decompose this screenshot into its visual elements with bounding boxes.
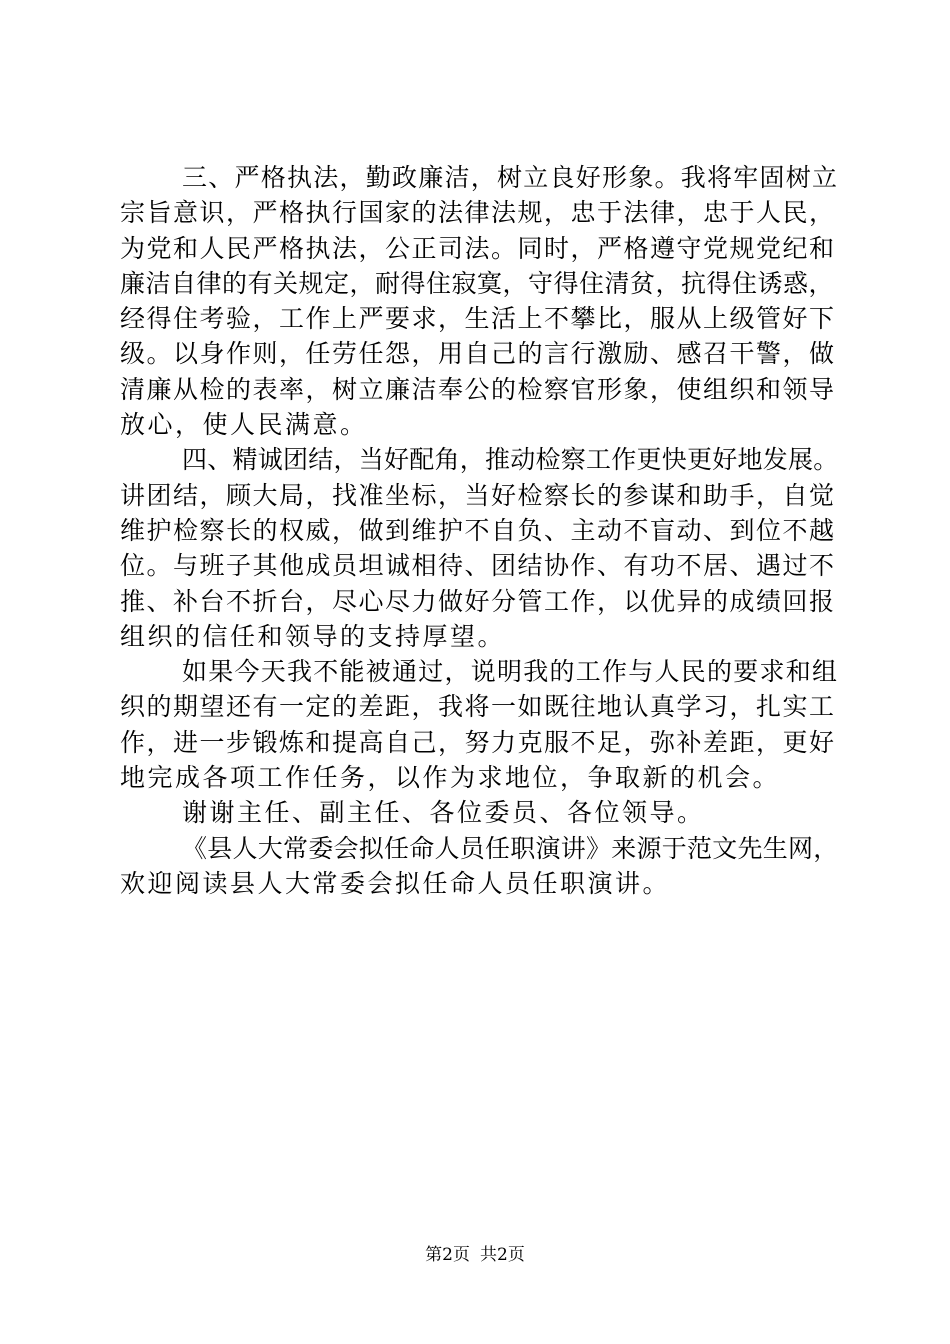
page-number: 第2页 [425, 1245, 470, 1265]
text-line: 推、补台不折台，尽心尽力做好分管工作，以优异的成绩回报 [120, 586, 836, 616]
page-footer [0, 1244, 950, 1266]
text-line: 位。与班子其他成员坦诚相待、团结协作、有功不居、遇过不 [120, 551, 836, 581]
text-line: 作，进一步锻炼和提高自己，努力克服不足，弥补差距，更好 [120, 727, 836, 757]
text-line: 为党和人民严格执法，公正司法。同时，严格遵守党规党纪和 [120, 233, 836, 263]
text-line: 《县人大常委会拟任命人员任职演讲》来源于范文先生网， [182, 833, 839, 863]
text-line: 如果今天我不能被通过，说明我的工作与人民的要求和组 [182, 657, 839, 687]
text-line: 织的期望还有一定的差距，我将一如既往地认真学习，扎实工 [120, 692, 836, 722]
text-line: 级。以身作则，任劳任怨，用自己的言行激励、感召干警，做 [120, 339, 836, 369]
text-line: 廉洁自律的有关规定，耐得住寂寞，守得住清贫，抗得住诱惑， [120, 268, 835, 298]
text-line: 维护检察长的权威，做到维护不自负、主动不盲动、到位不越 [120, 515, 836, 545]
text-line: 放心，使人民满意。 [120, 410, 368, 440]
text-line: 宗旨意识，严格执行国家的法律法规，忠于法律，忠于人民， [120, 198, 836, 228]
text-line: 地完成各项工作任务，以作为求地位，争取新的机会。 [120, 763, 781, 793]
text-line: 组织的信任和领导的支持厚望。 [120, 621, 506, 651]
text-line: 三、严格执法，勤政廉洁，树立良好形象。我将牢固树立 [182, 163, 839, 192]
text-line: 谢谢主任、副主任、各位委员、各位领导。 [182, 798, 705, 828]
text-line: 四、精诚团结，当好配角，推动检察工作更快更好地发展。 [182, 445, 839, 475]
text-line: 欢迎阅读县人大常委会拟任命人员任职演讲。 [120, 868, 671, 898]
page-total: 共2页 [480, 1245, 525, 1265]
text-line: 清廉从检的表率，树立廉洁奉公的检察官形象，使组织和领导 [120, 374, 836, 404]
document-body [120, 160, 840, 901]
text-line: 讲团结，顾大局，找准坐标，当好检察长的参谋和助手，自觉 [120, 480, 836, 510]
text-line: 经得住考验，工作上严要求，生活上不攀比，服从上级管好下 [120, 304, 836, 334]
